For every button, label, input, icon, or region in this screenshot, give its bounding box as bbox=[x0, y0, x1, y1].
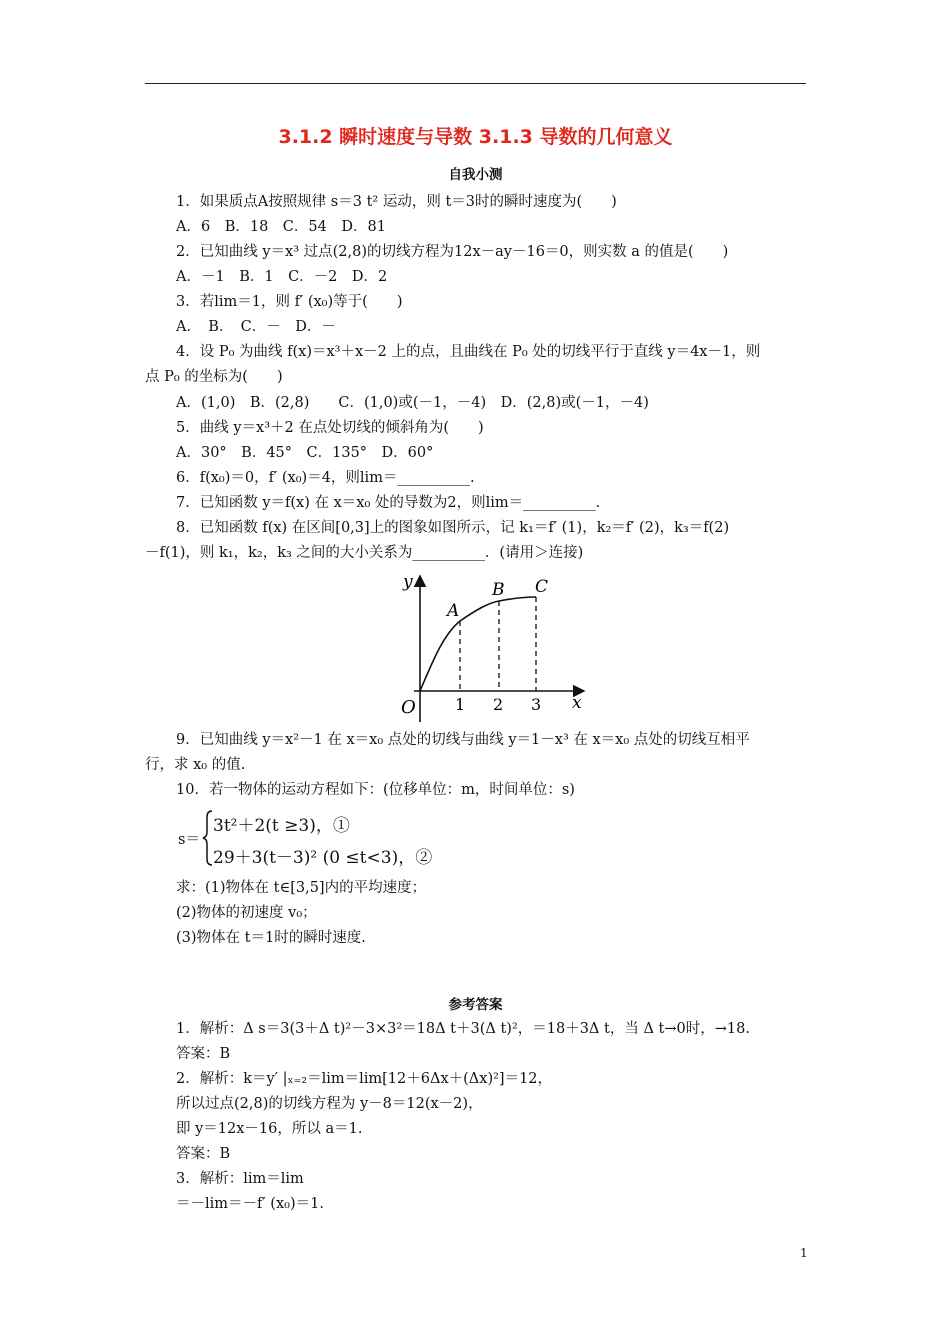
question-9: 9．已知曲线 y＝x²－1 在 x＝x₀ 点处的切线与曲线 y＝1－x³ 在 x＝x₀ 点处的切线互相平 bbox=[176, 732, 750, 748]
function-graph bbox=[392, 570, 592, 728]
section-heading: 自我小测 bbox=[448, 167, 503, 183]
question-1: 1．如果质点A按照规律 s＝3 t² 运动，则 t＝3时的瞬时速度为( ) bbox=[176, 194, 617, 210]
question-8-cont: －f(1)，则 k₁，k₂，k₃ 之间的大小关系为__________．(请用＞连接) bbox=[145, 545, 584, 561]
x-axis-label: x bbox=[572, 693, 582, 713]
page-title: 3.1.2 瞬时速度与导数 3.1.3 导数的几何意义 bbox=[278, 126, 673, 148]
question-10-part-1: 求：(1)物体在 t∈[3,5]内的平均速度； bbox=[176, 880, 427, 896]
question-4: 4．设 P₀ 为曲线 f(x)＝x³＋x－2 上的点，且曲线在 P₀ 处的切线平行于直线 y＝4x－1，则 bbox=[176, 344, 761, 360]
header-rule bbox=[145, 83, 806, 84]
equation-lhs: s＝ bbox=[178, 832, 200, 848]
equation-piece-1: 3t²＋2(t ≥3)，① bbox=[213, 816, 350, 836]
question-6: 6．f(x₀)＝0，f′ (x₀)＝4，则lim＝__________. bbox=[176, 470, 475, 486]
question-10: 10．若一物体的运动方程如下：(位移单位：m，时间单位：s) bbox=[176, 782, 575, 798]
answer-3: 3．解析：lim＝lim bbox=[176, 1171, 304, 1187]
question-3-options: A． B． C．－ D．－ bbox=[176, 319, 336, 335]
question-9-cont: 行，求 x₀ 的值. bbox=[145, 757, 246, 773]
page-number: 1 bbox=[800, 1246, 808, 1260]
answer-3-line-2: ＝－lim＝－f′ (x₀)＝1. bbox=[176, 1196, 324, 1212]
origin-label: O bbox=[401, 697, 416, 718]
question-5: 5．曲线 y＝x³＋2 在点处切线的倾斜角为( ) bbox=[176, 420, 484, 436]
question-2-options: A．－1 B．1 C．－2 D．2 bbox=[176, 269, 388, 285]
question-3: 3．若lim＝1，则 f′ (x₀)等于( ) bbox=[176, 294, 403, 310]
equation-piece-2: 29＋3(t－3)² (0 ≤t<3)，② bbox=[213, 848, 433, 868]
question-4-options: A．(1,0) B．(2,8) C．(1,0)或(－1，－4) D．(2,8)或(－1，－4) bbox=[176, 395, 649, 411]
answers-heading: 参考答案 bbox=[448, 997, 503, 1013]
question-5-options: A．30° B．45° C．135° D．60° bbox=[176, 445, 434, 461]
answer-2-line-2: 所以过点(2,8)的切线方程为 y－8＝12(x－2)， bbox=[176, 1096, 483, 1112]
function-curve bbox=[420, 597, 536, 691]
question-10-part-2: (2)物体的初速度 v₀； bbox=[176, 905, 317, 921]
question-10-part-3: (3)物体在 t＝1时的瞬时速度. bbox=[176, 930, 366, 946]
point-label-c: C bbox=[535, 577, 549, 597]
point-label-a: A bbox=[447, 601, 460, 621]
question-1-options: A．6 B．18 C．54 D．81 bbox=[176, 219, 386, 235]
question-7: 7．已知函数 y＝f(x) 在 x＝x₀ 处的导数为2，则lim＝__________. bbox=[176, 495, 601, 511]
x-tick-2: 2 bbox=[493, 695, 504, 714]
y-axis-label: y bbox=[403, 572, 413, 592]
answer-1: 1．解析：Δ s＝3(3＋Δ t)²－3×3²＝18Δ t＋3(Δ t)²，＝18＋3Δ t，当 Δ t→0时，→18. bbox=[176, 1021, 750, 1037]
point-label-b: B bbox=[492, 580, 505, 600]
answer-2-result: 答案：B bbox=[176, 1146, 231, 1162]
answer-2-line-3: 即 y＝12x－16，所以 a＝1. bbox=[176, 1121, 363, 1137]
question-8: 8．已知函数 f(x) 在区间[0,3]上的图象如图所示，记 k₁＝f′ (1)，k₂＝f′ (2)，k₃＝f(2) bbox=[176, 520, 730, 536]
answer-2: 2．解析：k＝y′ |ₓ₌₂＝lim＝lim[12＋6Δx＋(Δx)²]＝12， bbox=[176, 1071, 553, 1087]
question-4-cont: 点 P₀ 的坐标为( ) bbox=[145, 369, 283, 385]
answer-1-result: 答案：B bbox=[176, 1046, 231, 1062]
x-tick-1: 1 bbox=[455, 695, 466, 714]
question-2: 2．已知曲线 y＝x³ 过点(2,8)的切线方程为12x－ay－16＝0，则实数 a 的值是( ) bbox=[176, 244, 729, 260]
x-tick-3: 3 bbox=[531, 695, 542, 714]
